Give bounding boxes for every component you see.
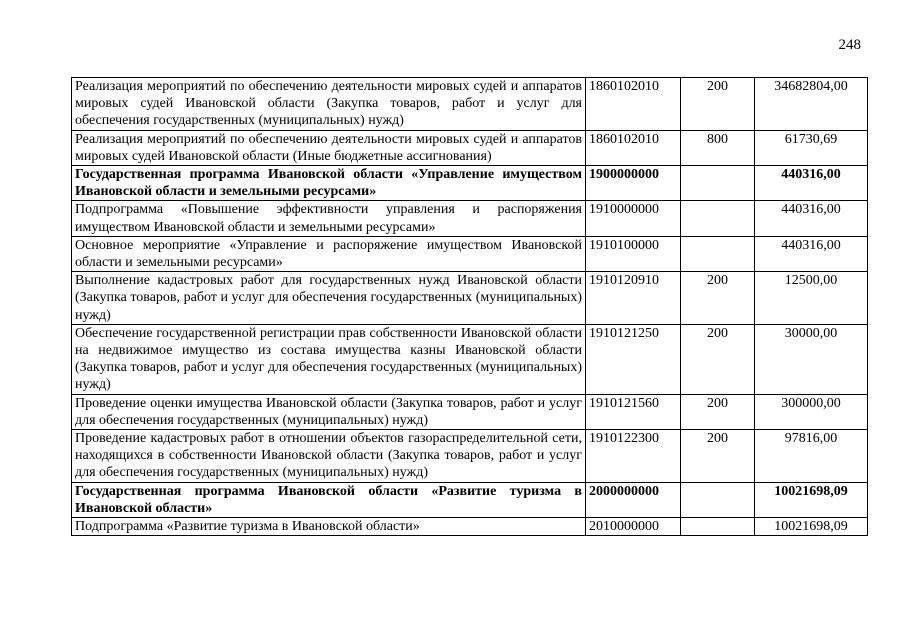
table-row-program <box>72 482 868 517</box>
row-name: Реализация мероприятий по обеспечению деятельности мировых судей и аппаратов мировых судей Ивановской области (Иные бюджетные ассигнования) <box>72 130 586 165</box>
row-expense-type: 800 <box>681 130 755 165</box>
row-expense-type <box>681 166 755 201</box>
row-code: 1910121250 <box>586 324 681 394</box>
row-code: 1860102010 <box>586 78 681 131</box>
row-name: Проведение оценки имущества Ивановской области (Закупка товаров, работ и услуг для обеспечения государственных (муниципальных) нужд) <box>72 394 586 429</box>
row-name: Государственная программа Ивановской области «Управление имуществом Ивановской области и земельными ресурсами» <box>72 166 586 201</box>
table-row <box>72 518 868 536</box>
row-expense-type: 200 <box>681 394 755 429</box>
row-code: 1860102010 <box>586 130 681 165</box>
row-name: Проведение кадастровых работ в отношении объектов газораспределительной сети, находящихся в собственности Ивановской области (Закупка товаров, работ и услуг для обеспечения государственных (муниципальных) нужд) <box>72 430 586 483</box>
row-code: 1910122300 <box>586 430 681 483</box>
row-sum: 440316,00 <box>755 201 868 236</box>
row-expense-type: 200 <box>681 324 755 394</box>
row-sum: 30000,00 <box>755 324 868 394</box>
row-sum: 10021698,09 <box>755 518 868 536</box>
row-name: Реализация мероприятий по обеспечению деятельности мировых судей и аппаратов мировых судей Ивановской области (Закупка товаров, работ и услуг для обеспечения государственных (муниципальных) нужд) <box>72 78 586 131</box>
table-row <box>72 324 868 394</box>
row-name: Государственная программа Ивановской области «Развитие туризма в Ивановской области» <box>72 482 586 517</box>
row-sum: 440316,00 <box>755 166 868 201</box>
row-name: Выполнение кадастровых работ для государственных нужд Ивановской области (Закупка товаров, работ и услуг для обеспечения государственных (муниципальных) нужд) <box>72 272 586 325</box>
row-name: Подпрограмма «Повышение эффективности управления и распоряжения имуществом Ивановской области и земельными ресурсами» <box>72 201 586 236</box>
row-code: 2010000000 <box>586 518 681 536</box>
row-expense-type <box>681 482 755 517</box>
row-code: 1900000000 <box>586 166 681 201</box>
row-expense-type <box>681 236 755 271</box>
table-row <box>72 272 868 325</box>
row-code: 2000000000 <box>586 482 681 517</box>
row-sum: 97816,00 <box>755 430 868 483</box>
table-row-program <box>72 166 868 201</box>
row-code: 1910121560 <box>586 394 681 429</box>
row-code: 1910120910 <box>586 272 681 325</box>
row-name: Обеспечение государственной регистрации прав собственности Ивановской области на недвижимое имущество из состава имущества казны Ивановской области (Закупка товаров, работ и услуг для обеспечения государственных (муниципальных) нужд) <box>72 324 586 394</box>
row-sum: 300000,00 <box>755 394 868 429</box>
row-expense-type <box>681 201 755 236</box>
row-name: Подпрограмма «Развитие туризма в Ивановской области» <box>72 518 586 536</box>
row-sum: 34682804,00 <box>755 78 868 131</box>
row-sum: 440316,00 <box>755 236 868 271</box>
row-expense-type: 200 <box>681 272 755 325</box>
table-row <box>72 130 868 165</box>
table-row <box>72 236 868 271</box>
row-sum: 61730,69 <box>755 130 868 165</box>
budget-table <box>71 77 868 536</box>
page-number: 248 <box>838 37 861 53</box>
row-expense-type <box>681 518 755 536</box>
row-expense-type: 200 <box>681 430 755 483</box>
table-row <box>72 430 868 483</box>
table-row <box>72 394 868 429</box>
row-expense-type: 200 <box>681 78 755 131</box>
table-row <box>72 78 868 131</box>
row-sum: 12500,00 <box>755 272 868 325</box>
row-code: 1910000000 <box>586 201 681 236</box>
row-code: 1910100000 <box>586 236 681 271</box>
row-sum: 10021698,09 <box>755 482 868 517</box>
table-row <box>72 201 868 236</box>
row-name: Основное мероприятие «Управление и распоряжение имуществом Ивановской области и земельными ресурсами» <box>72 236 586 271</box>
